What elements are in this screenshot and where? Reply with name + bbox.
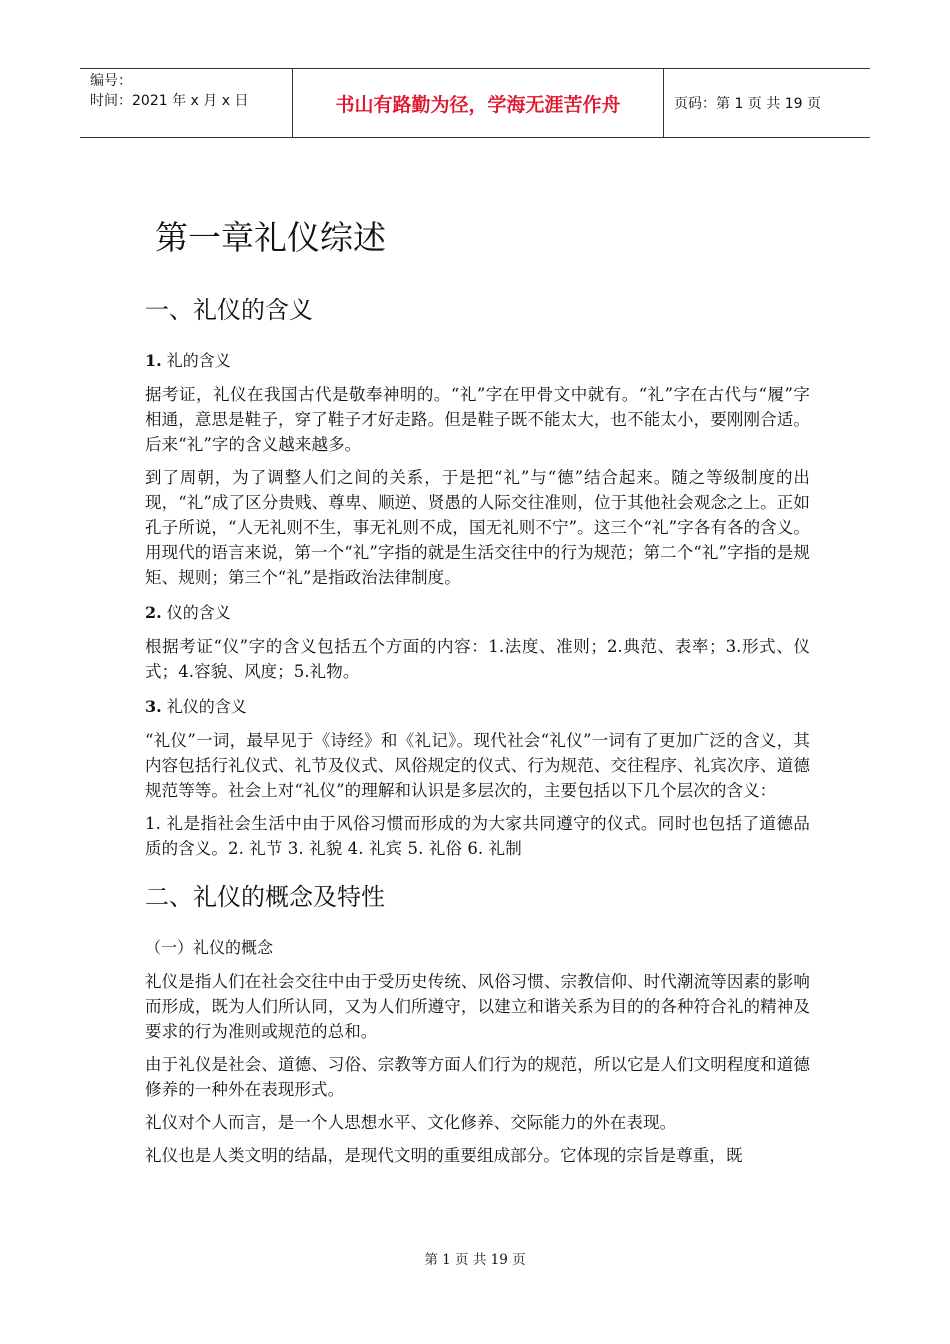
document-body: [145, 212, 810, 1176]
subheading: [145, 602, 810, 624]
paragraph: 礼仪也是人类文明的结晶，是现代文明的重要组成部分。它体现的宗旨是尊重，既: [145, 1146, 743, 1165]
date-label: 时间：2021 年 x 月 x 日: [90, 93, 249, 109]
paragraph: 根据考证“仪”字的含义包括五个方面的内容：1.法度、准则；2.典范、表率；3.形式、仪式；4.容貌、风度；5.礼物。: [145, 637, 810, 681]
page-header: [80, 68, 870, 138]
paragraph: “礼仪”一词，最早见于《诗经》和《礼记》。现代社会“礼仪”一词有了更加广泛的含义，其内容包括行礼仪式、礼节及仪式、风俗规定的仪式、行为规范、交往程序、礼宾次序、道德规范等等。社会上对“礼仪”的理解和认识是多层次的，主要包括以下几个层次的含义：: [145, 731, 810, 800]
paragraph: 1. 礼是指社会生活中由于风俗习惯而形成的为大家共同遵守的仪式。同时也包括了道德品质的含义。2. 礼节 3. 礼貌 4. 礼宾 5. 礼俗 6. 礼制: [145, 814, 810, 858]
subheading-number: 2.: [145, 603, 162, 622]
subheading: [145, 696, 810, 718]
subheading: [145, 350, 810, 372]
header-motto: [293, 69, 664, 137]
paragraph: 由于礼仪是社会、道德、习俗、宗教等方面人们行为的规范，所以它是人们文明程度和道德修养的一种外在表现形式。: [145, 1055, 810, 1099]
page-footer: 第 1 页 共 19 页: [424, 1252, 526, 1268]
header-page-info: [664, 69, 870, 137]
paragraph: 礼仪对个人而言，是一个人思想水平、文化修养、交际能力的外在表现。: [145, 1113, 677, 1132]
subheading-text: 仪的含义: [166, 603, 231, 622]
paragraph: 礼仪是指人们在社会交往中由于受历史传统、风俗习惯、宗教信仰、时代潮流等因素的影响而形成，既为人们所认同，又为人们所遵守，以建立和谐关系为目的的各种符合礼的精神及要求的行为准则或规范的总和。: [145, 972, 810, 1041]
subheading-text: 礼的含义: [166, 351, 231, 370]
header-meta: [80, 69, 293, 137]
section-title: 一、礼仪的含义: [145, 296, 313, 324]
subheading-text: （一）礼仪的概念: [145, 938, 274, 957]
page-label: 页码：第 1 页 共 19 页: [674, 96, 821, 112]
paragraph: 到了周朝，为了调整人们之间的关系，于是把“礼”与“德”结合起来。随之等级制度的出现，“礼”成了区分贵贱、尊卑、顺逆、贤愚的人际交往准则，位于其他社会观念之上。正如孔子所说，“人无礼则不生，事无礼则不成，国无礼则不宁”。这三个“礼”字各有各的含义。用现代的语言来说，第一个“礼”字指的就是生活交往中的行为规范；第二个“礼”字指的是规矩、规则；第三个“礼”是指政治法律制度。: [145, 468, 810, 587]
number-label: 编号：: [90, 73, 132, 89]
chapter-title: 第一章礼仪综述: [155, 218, 386, 257]
paragraph: 据考证，礼仪在我国古代是敬奉神明的。“礼”字在甲骨文中就有。“礼”字在古代与“履”字相通，意思是鞋子，穿了鞋子才好走路。但是鞋子既不能太大，也不能太小，要刚刚合适。后来“礼”字的含义越来越多。: [145, 385, 810, 454]
subheading-number: 3.: [145, 697, 162, 716]
motto-text: 书山有路勤为径，学海无涯苦作舟: [335, 93, 621, 116]
subheading-number: 1.: [145, 351, 162, 370]
section-title: 二、礼仪的概念及特性: [145, 883, 385, 911]
subheading-text: 礼仪的含义: [166, 697, 247, 716]
subheading: [145, 937, 810, 959]
